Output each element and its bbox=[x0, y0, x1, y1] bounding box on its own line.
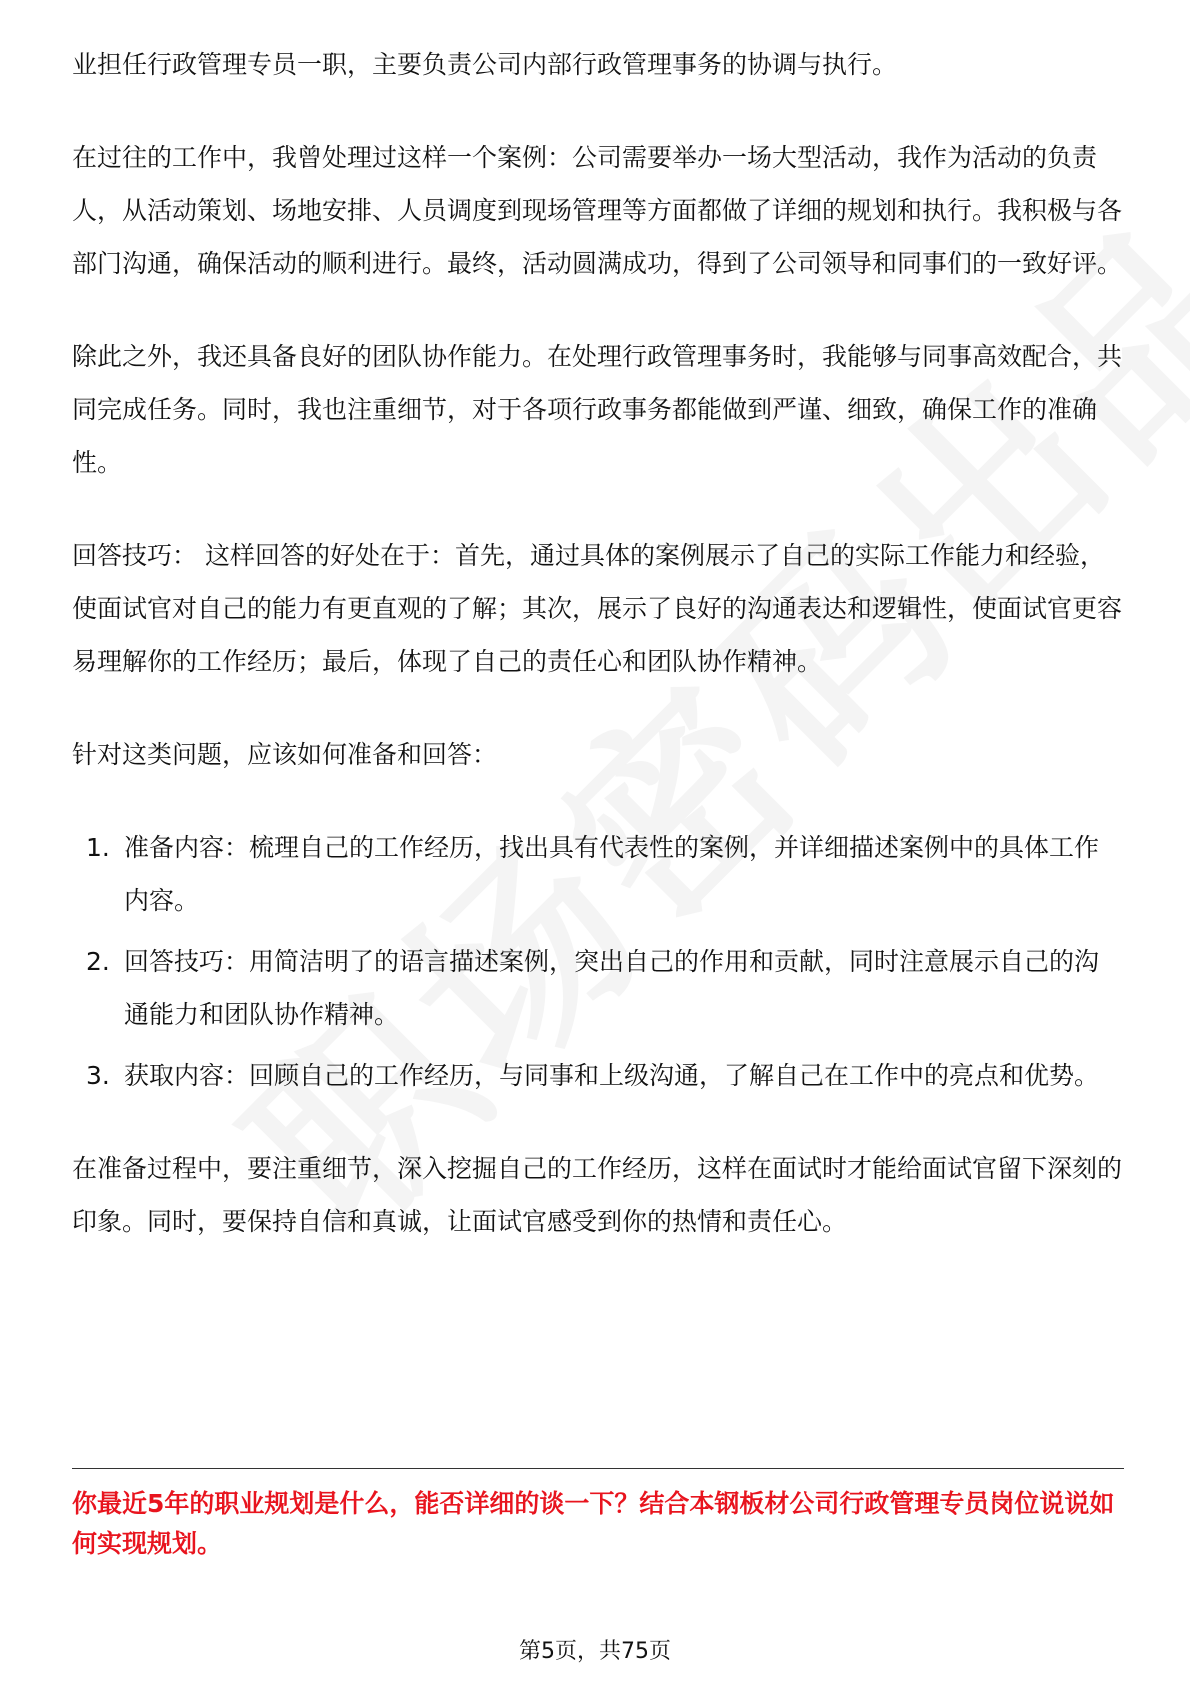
document-body bbox=[72, 38, 1122, 1288]
list-number: 3. bbox=[86, 1061, 110, 1090]
prep-list bbox=[72, 821, 1122, 1102]
list-text: 准备内容：梳理自己的工作经历，找出具有代表性的案例，并详细描述案例中的具体工作内容。 bbox=[124, 833, 1100, 915]
section-divider bbox=[72, 1468, 1124, 1469]
list-number: 1. bbox=[86, 833, 110, 862]
paragraph-case: 在过往的工作中，我曾处理过这样一个案例：公司需要举办一场大型活动，我作为活动的负责人，从活动策划、场地安排、人员调度到现场管理等方面都做了详细的规划和执行。我积极与各部门沟通，确保活动的顺利进行。最终，活动圆满成功，得到了公司领导和同事们的一致好评。 bbox=[72, 143, 1123, 278]
list-item bbox=[72, 935, 1122, 1041]
list-item bbox=[72, 1049, 1122, 1102]
page-footer: 第5页，共75页 bbox=[519, 1639, 671, 1664]
paragraph-conclusion: 在准备过程中，要注重细节，深入挖掘自己的工作经历，这样在面试时才能给面试官留下深刻的印象。同时，要保持自信和真诚，让面试官感受到你的热情和责任心。 bbox=[72, 1154, 1123, 1236]
list-item bbox=[72, 821, 1122, 927]
next-question-heading: 你最近5年的职业规划是什么，能否详细的谈一下？结合本钢板材公司行政管理专员岗位说说如何实现规划。 bbox=[72, 1489, 1115, 1558]
paragraph-intro: 业担任行政管理专员一职，主要负责公司内部行政管理事务的协调与执行。 bbox=[72, 50, 898, 79]
list-text: 获取内容：回顾自己的工作经历，与同事和上级沟通，了解自己在工作中的亮点和优势。 bbox=[124, 1061, 1100, 1090]
paragraph-prep-heading: 针对这类问题，应该如何准备和回答： bbox=[72, 740, 498, 769]
paragraph-teamwork: 除此之外，我还具备良好的团队协作能力。在处理行政管理事务时，我能够与同事高效配合，共同完成任务。同时，我也注重细节，对于各项行政事务都能做到严谨、细致，确保工作的准确性。 bbox=[72, 342, 1123, 477]
paragraph-answer-tips: 回答技巧： 这样回答的好处在于：首先，通过具体的案例展示了自己的实际工作能力和经验，使面试官对自己的能力有更直观的了解；其次，展示了良好的沟通表达和逻辑性，使面试官更容易理解你的工作经历；最后，体现了自己的责任心和团队协作精神。 bbox=[72, 541, 1123, 676]
list-number: 2. bbox=[86, 947, 110, 976]
list-text: 回答技巧：用简洁明了的语言描述案例，突出自己的作用和贡献，同时注意展示自己的沟通能力和团队协作精神。 bbox=[124, 947, 1100, 1029]
